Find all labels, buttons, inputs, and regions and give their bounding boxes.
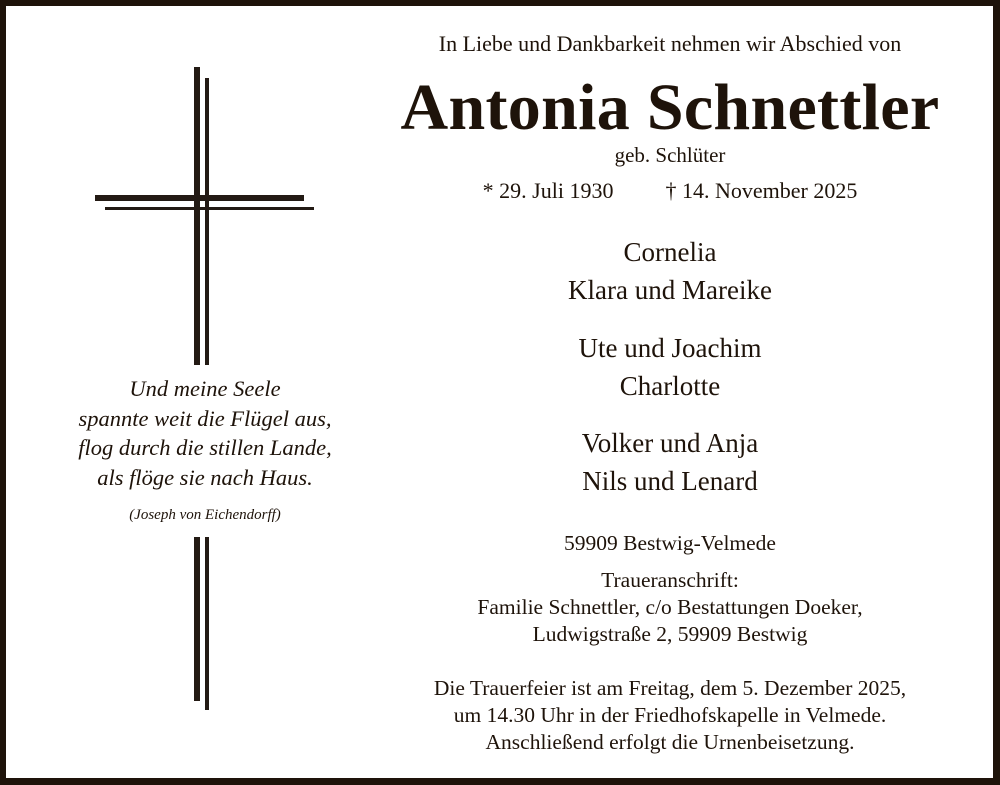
maiden-name: geb. Schlüter (614, 143, 726, 167)
ceremony-line: Anschließend erfolgt die Urnenbeisetzung. (485, 730, 855, 754)
family-line: Klara und Mareike (568, 275, 772, 305)
family-line: Nils und Lenard (582, 466, 758, 496)
ceremony-info (380, 675, 960, 756)
poem-line: spannte weit die Flügel aus, (78, 405, 332, 431)
family-group (380, 424, 960, 500)
cross-horizontal-bar-thin (105, 207, 314, 210)
family-group (380, 233, 960, 309)
ceremony-line: um 14.30 Uhr in der Friedhofskapelle in Velmede. (453, 703, 887, 727)
poem (40, 374, 370, 492)
family-line: Cornelia (623, 237, 717, 267)
family-line: Ute und Joachim (578, 333, 762, 363)
intro-text: In Liebe und Dankbarkeit nehmen wir Abschied von (438, 31, 902, 56)
cross-horizontal-bar-thick (95, 195, 304, 201)
cross-vertical-bar-thin-top (205, 78, 209, 365)
birth-date: * 29. Juli 1930 (482, 178, 614, 203)
address-line: Ludwigstraße 2, 59909 Bestwig (532, 622, 808, 646)
address-label: Traueranschrift: (601, 568, 739, 592)
poem-line: flog durch die stillen Lande, (78, 435, 332, 460)
death-date: † 14. November 2025 (665, 178, 858, 203)
family-group (380, 329, 960, 405)
obituary-main (380, 0, 960, 785)
family-line: Volker und Anja (581, 428, 759, 458)
life-dates (380, 178, 960, 204)
poem-author: (Joseph von Eichendorff) (129, 507, 281, 523)
address-line: Familie Schnettler, c/o Bestattungen Doeker, (477, 595, 863, 619)
mourning-address (380, 567, 960, 648)
cross-vertical-bar-thin-bottom (205, 537, 209, 710)
poem-line: Und meine Seele (129, 376, 281, 401)
cross-vertical-bar-thick-bottom (194, 537, 200, 701)
deceased-name: Antonia Schnettler (400, 71, 940, 144)
cross-vertical-bar-thick-top (194, 67, 200, 365)
location: 59909 Bestwig-Velmede (564, 531, 776, 555)
ceremony-line: Die Trauerfeier ist am Freitag, dem 5. Dezember 2025, (433, 676, 907, 700)
family-line: Charlotte (619, 371, 721, 401)
poem-line: als flöge sie nach Haus. (97, 464, 313, 490)
